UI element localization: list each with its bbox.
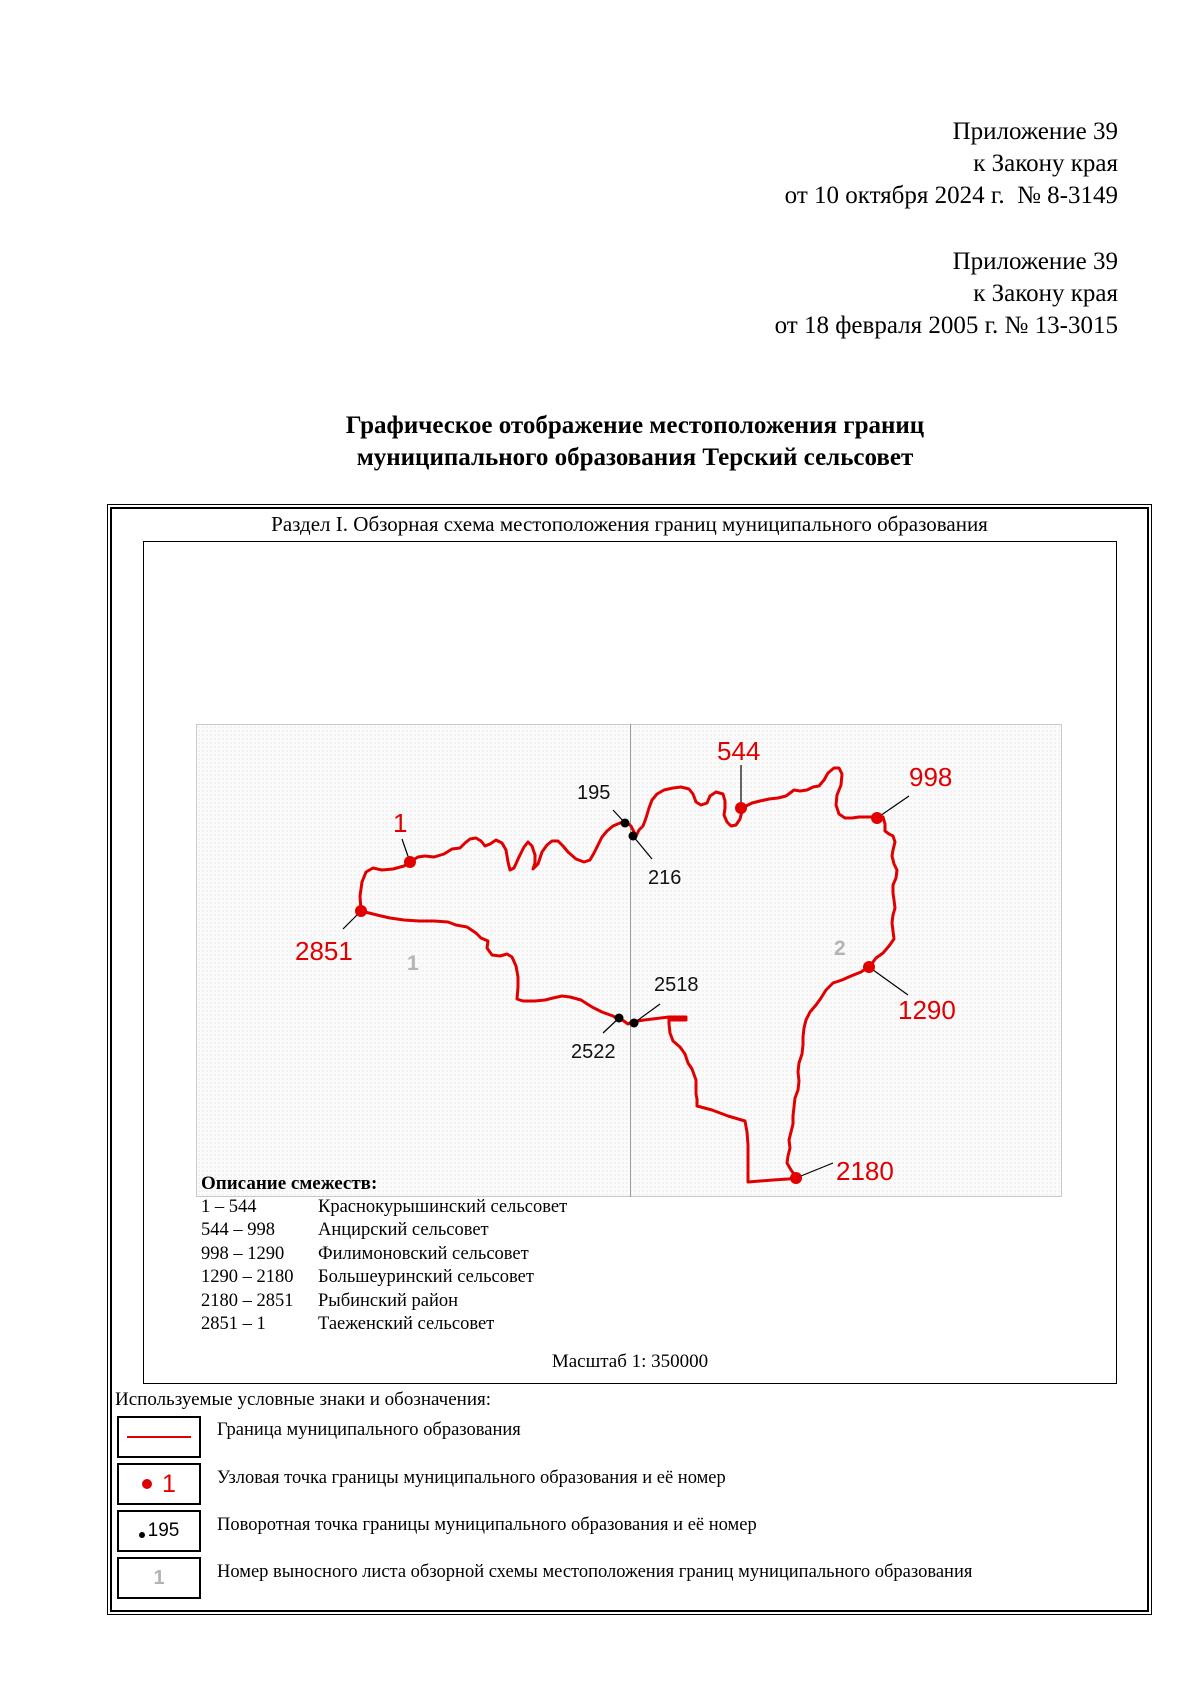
node-point-2180 (790, 1156, 894, 1186)
adjacency-name: Большеуринский сельсовет (318, 1267, 534, 1287)
turn-sample-label: 195 (147, 1520, 180, 1541)
section-title: Раздел I. Обзорная схема местоположения границ муниципального образования (271, 512, 988, 536)
node-point-1290 (863, 961, 956, 1025)
header-line: Приложение 39 (952, 118, 1118, 145)
header-line: к Закону края (973, 150, 1118, 177)
sheet-sample-label: 1 (153, 1566, 165, 1589)
adjacency-range: 2180 – 2851 (201, 1290, 294, 1311)
adjacency-range: 544 – 998 (201, 1220, 275, 1240)
sheet-number-1: 1 (407, 952, 419, 975)
svg-text:1290: 1290 (898, 995, 956, 1025)
turn-point-195 (577, 782, 630, 828)
adjacency-row (201, 1290, 567, 1314)
adjacency-row (201, 1196, 567, 1220)
header-line: от 10 октября 2024 г. № 8-3149 (784, 182, 1118, 209)
svg-text:1: 1 (393, 808, 408, 838)
legend-text: Поворотная точка границы муниципального образования и её номер (217, 1515, 757, 1535)
header-line: Приложение 39 (952, 248, 1118, 275)
adjacency-row (201, 1313, 567, 1337)
legend-symbol-node-point (117, 1463, 201, 1505)
red-dot-icon (142, 1479, 152, 1489)
svg-text:2180: 2180 (836, 1156, 894, 1186)
title-line-1: Графическое отображение местоположения границ (345, 412, 925, 439)
node-point-2851 (295, 905, 367, 966)
boundary-line-sample (127, 1436, 191, 1438)
header-line: к Закону края (973, 280, 1118, 307)
svg-text:2518: 2518 (654, 974, 699, 996)
svg-text:2851: 2851 (295, 936, 353, 966)
map-scale: Масштаб 1: 350000 (551, 1351, 709, 1372)
svg-text:2522: 2522 (571, 1041, 616, 1063)
svg-text:216: 216 (648, 867, 682, 889)
svg-text:998: 998 (909, 762, 953, 792)
legend-text: Узловая точка границы муниципального образования и её номер (217, 1468, 726, 1488)
adjacency-name: Филимоновский сельсовет (318, 1243, 529, 1264)
legend-title: Используемые условные знаки и обозначения: (115, 1389, 492, 1410)
legend-symbol-sheet-number (117, 1557, 201, 1599)
node-sample-label: 1 (162, 1469, 176, 1498)
adjacency-range: 2851 – 1 (201, 1314, 266, 1334)
svg-text:544: 544 (717, 736, 761, 766)
sheet-number-2: 2 (834, 937, 846, 960)
adjacency-row (201, 1243, 567, 1267)
black-dot-icon (139, 1532, 145, 1538)
adjacency-range: 1 – 544 (201, 1196, 257, 1217)
adjacency-row (201, 1219, 567, 1243)
legend-symbol-boundary (117, 1416, 201, 1458)
adjacency-list (201, 1172, 567, 1337)
title-line-2: муниципального образования Терский сельсовет (356, 444, 914, 471)
legend-symbol-turn-point (117, 1510, 201, 1552)
legend-text: Номер выносного листа обзорной схемы местоположения границ муниципального образования (217, 1562, 973, 1582)
node-point-1 (393, 808, 416, 868)
adjacency-range: 1290 – 2180 (201, 1267, 294, 1287)
adjacency-name: Таеженский сельсовет (318, 1314, 495, 1334)
turn-point-216 (629, 832, 682, 890)
adjacency-title: Описание смежеств: (201, 1173, 378, 1194)
boundary-line (360, 768, 897, 1182)
svg-text:195: 195 (577, 782, 611, 804)
header-line: от 18 февраля 2005 г. № 13-3015 (774, 312, 1118, 339)
adjacency-row (201, 1266, 567, 1290)
legend-text: Граница муниципального образования (217, 1420, 521, 1440)
adjacency-name: Анцирский сельсовет (318, 1220, 489, 1240)
adjacency-name: Краснокурышинский сельсовет (318, 1196, 568, 1217)
adjacency-range: 998 – 1290 (201, 1243, 285, 1264)
node-point-998 (871, 762, 952, 824)
turn-point-2522 (571, 1014, 624, 1064)
adjacency-name: Рыбинский район (318, 1290, 459, 1311)
